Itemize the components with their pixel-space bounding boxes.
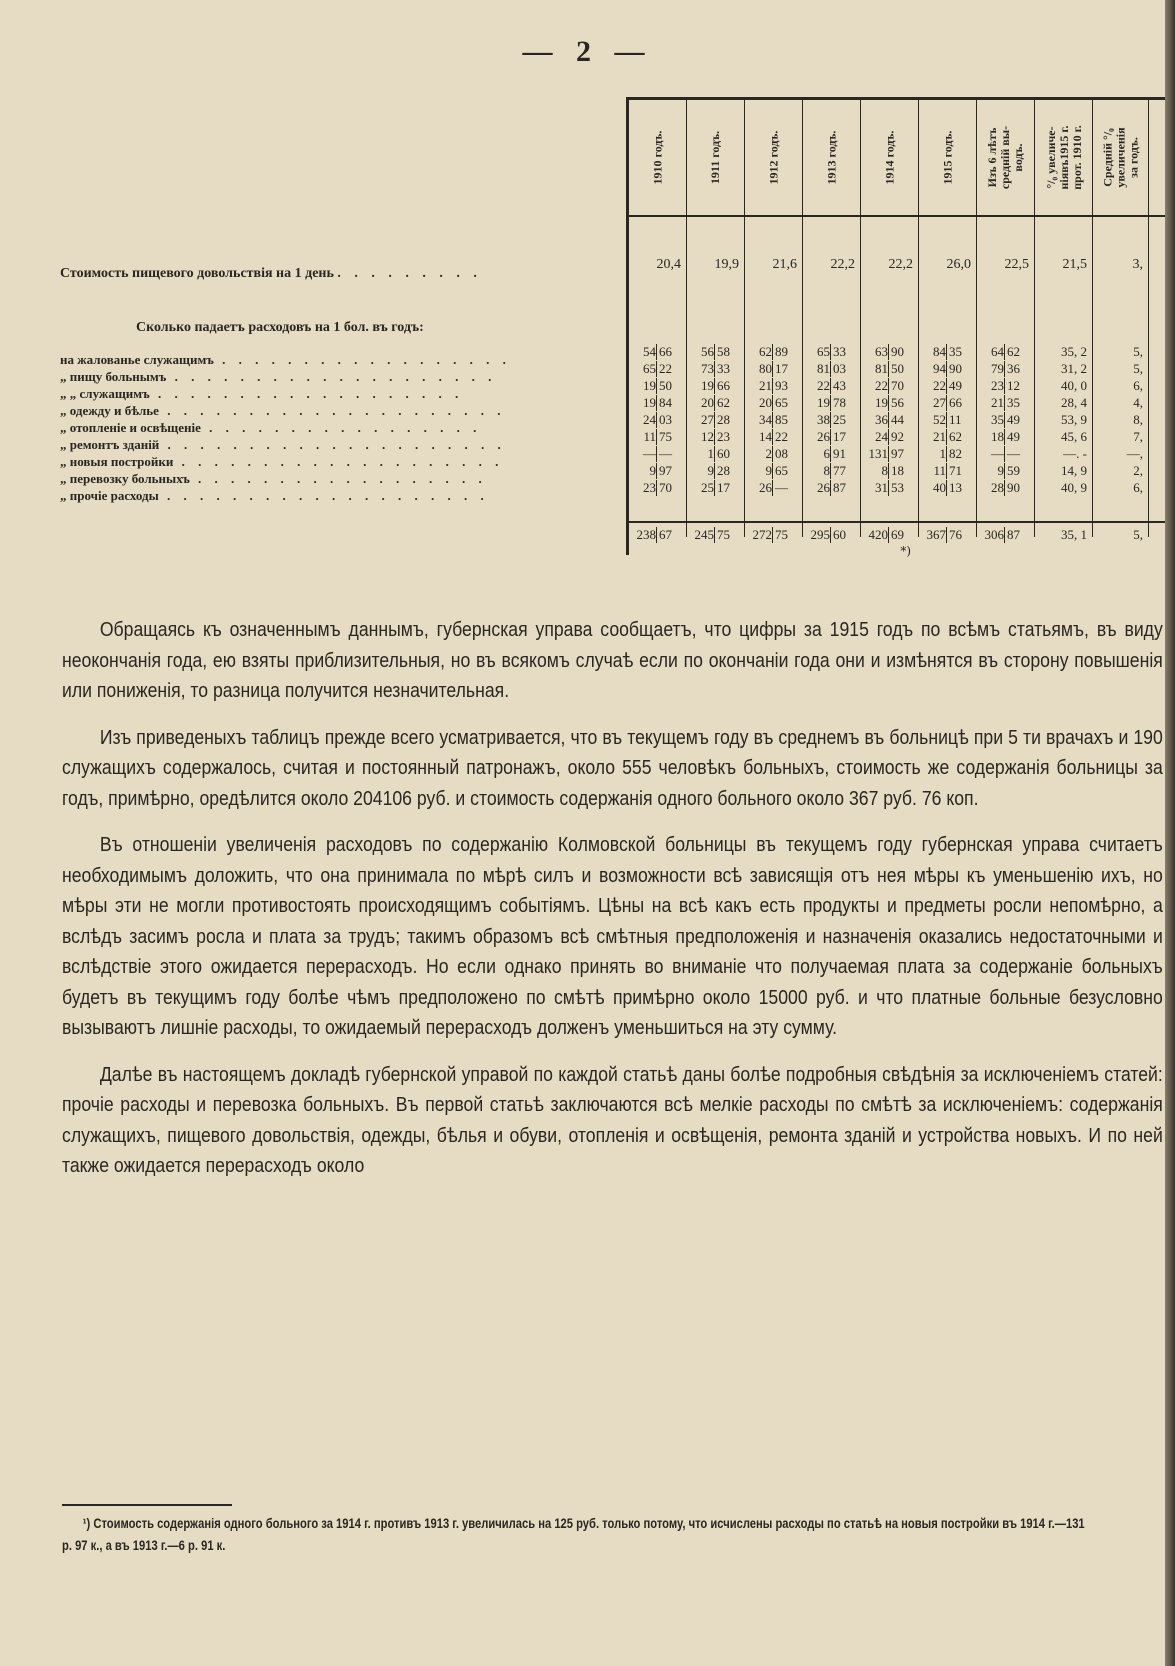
table-cell: 7, [1133, 429, 1143, 444]
paragraph: Изъ приведеныхъ таблицъ прежде всего усматривается, что въ текущемъ году въ среднемъ въ больницѣ при 5 ти врачахъ и 190 служащихъ содержалось, считая и постоянный патронажъ, около 555 человѣкъ больныхъ, стоимость же содержанія больницы за годъ, примѣрно, оредѣлится около 204106 руб. и стоимость содержанія одного больного около 367 руб. 76 коп. [62, 725, 1163, 810]
table-column [919, 97, 977, 567]
table-cell: 19 56 [860, 395, 913, 411]
daily-food-value: 3, [1132, 257, 1143, 272]
table-column [1035, 97, 1093, 567]
table-cell: 9 97 [628, 463, 681, 479]
daily-food-label: Стоимость пищевого довольствія на 1 день . . . . . . . . . [60, 266, 482, 281]
table-cell: 26 87 [802, 480, 855, 496]
footnote-marker: *) [900, 544, 911, 558]
table-cell: 24 03 [628, 412, 681, 428]
table-cell: 14 22 [744, 429, 797, 445]
table-subheading: Сколько падаетъ расходовъ на 1 бол. въ годъ: [136, 320, 424, 335]
table-cell: 9 28 [686, 463, 739, 479]
total-cell: 238 67 [622, 527, 681, 543]
table-cell: 8 18 [860, 463, 913, 479]
table-cell: 19 84 [628, 395, 681, 411]
table-cell: 1 82 [918, 446, 971, 462]
table-cell: 19 50 [628, 378, 681, 394]
table-cell: 5, [1133, 361, 1143, 376]
table-cell: 65 22 [628, 361, 681, 377]
table-cell: 12 23 [686, 429, 739, 445]
table-column [1093, 97, 1149, 567]
column-header: 1914 годъ. [882, 130, 897, 185]
table-cell: 94 90 [918, 361, 971, 377]
table-cell: 1 60 [686, 446, 739, 462]
table-cell: 26 17 [802, 429, 855, 445]
table-column [803, 97, 861, 567]
daily-food-value: 21,5 [1062, 257, 1087, 272]
table-cell: 35 49 [976, 412, 1029, 428]
table-cell: 81 03 [802, 361, 855, 377]
daily-food-value: 19,9 [714, 257, 739, 272]
table-cell: 2, [1133, 463, 1143, 478]
table-cell: 23 70 [628, 480, 681, 496]
row-label: на жалованье служащимъ . . . . . . . . . . . . . . . . . . [60, 352, 511, 367]
table-cell: 27 28 [686, 412, 739, 428]
table-column [687, 97, 745, 567]
daily-food-value: 22,2 [888, 257, 913, 272]
column-header: 1911 годъ. [708, 130, 723, 185]
table-cell: 23 12 [976, 378, 1029, 394]
table-cell: 27 66 [918, 395, 971, 411]
table-cell: — — [976, 446, 1029, 462]
table-cell: 11 71 [918, 463, 971, 479]
table-cell: 54 66 [628, 344, 681, 360]
total-cell: 295 60 [796, 527, 855, 543]
row-label: „ новыя постройки . . . . . . . . . . . . . . . . . . . . [60, 454, 504, 469]
table-cell: 24 92 [860, 429, 913, 445]
table-cell: 19 78 [802, 395, 855, 411]
table-cell: 21 35 [976, 395, 1029, 411]
footnote-rule [62, 1504, 232, 1506]
table-cell: 31 53 [860, 480, 913, 496]
total-cell: 367 76 [912, 527, 971, 543]
table-cell: 56 58 [686, 344, 739, 360]
table-cell: 11 75 [628, 429, 681, 445]
table-cell: 62 89 [744, 344, 797, 360]
table-cell: 4, [1133, 395, 1143, 410]
table-cell: 8, [1133, 412, 1143, 427]
column-header: Средній °/₀ увеличенія за годъ. [1100, 127, 1141, 188]
table-cell: 64 62 [976, 344, 1029, 360]
table-cell: 9 65 [744, 463, 797, 479]
column-header: °/₀ увеличе- ніявъ1915 г. прот. 1910 г. [1043, 125, 1084, 190]
table-cell: 80 17 [744, 361, 797, 377]
column-header: 1915 годъ. [940, 130, 955, 185]
total-cell: 245 75 [680, 527, 739, 543]
table-cell: 19 66 [686, 378, 739, 394]
table-cell: 20 65 [744, 395, 797, 411]
table-cell: 81 50 [860, 361, 913, 377]
column-header: 1912 годъ. [766, 130, 781, 185]
column-header: 1910 годъ. [650, 130, 665, 185]
table-cell: 26 — [744, 480, 797, 496]
table-cell: 2 08 [744, 446, 797, 462]
total-cell: 306 87 [970, 527, 1029, 543]
table-cell: 65 33 [802, 344, 855, 360]
table-cell: 79 36 [976, 361, 1029, 377]
table-column [861, 97, 919, 567]
column-header: 1913 годъ. [824, 130, 839, 185]
row-label: „ перевозку больныхъ . . . . . . . . . . . . . . . . . . [60, 471, 487, 486]
table-cell: —. - [1063, 446, 1087, 461]
daily-food-value: 26,0 [946, 257, 971, 272]
expense-table [626, 97, 1166, 567]
table-cell: 36 44 [860, 412, 913, 428]
table-cell: 34 85 [744, 412, 797, 428]
row-label: „ ремонтъ зданій . . . . . . . . . . . . . . . . . . . . . [60, 437, 506, 452]
row-label: „ пищу больнымъ . . . . . . . . . . . . . . . . . . . . [60, 369, 497, 384]
table-cell: 38 25 [802, 412, 855, 428]
total-cell: 35, 1 [1061, 527, 1087, 542]
table-cell: 14, 9 [1061, 463, 1087, 478]
footnote: ¹) Стоимость содержанія одного больного за 1914 г. противъ 1913 г. увеличилась на 125 руб. только потому, что исчислены расходы по статьѣ на новыя постройки въ 1914 г.—131 р. 97 к., а въ 1913 г.—6 р. 91 к. [62, 1515, 1085, 1553]
row-label: „ „ служащимъ . . . . . . . . . . . . . . . . . . . [60, 386, 464, 401]
table-cell: 22 49 [918, 378, 971, 394]
table-cell: 40, 0 [1061, 378, 1087, 393]
table-cell: 22 70 [860, 378, 913, 394]
daily-food-value: 22,2 [830, 257, 855, 272]
column-header: Изъ 6 лѣтъ средній вы- водъ. [985, 125, 1026, 190]
table-cell: 35, 2 [1061, 344, 1087, 359]
total-cell: 272 75 [738, 527, 797, 543]
table-cell: 6 91 [802, 446, 855, 462]
table-cell: 25 17 [686, 480, 739, 496]
page-number: — 2 — [522, 35, 653, 68]
table-cell: 18 49 [976, 429, 1029, 445]
row-label: „ одежду и бѣлье . . . . . . . . . . . . . . . . . . . . . [60, 403, 506, 418]
paragraph: Въ отношеніи увеличенія расходовъ по содержанію Колмовской больницы въ текущемъ году губернская управа считаетъ необходимымъ доложить, что она принимала по мѣрѣ силъ и возможности всѣ зависящія отъ нея мѣры къ уменьшенію ихъ, но мѣры эти не могли противостоять происходящимъ событіямъ. Цѣны на всѣ какъ есть продукты и предметы росли непомѣрно, а вслѣдъ засимъ росла и плата за трудъ; такимъ образомъ всѣ смѣтныя предположенія и назначенія оказались недостаточными и вслѣдствіе этого ожидается перерасходъ. Но если однако принять во вниманіе что получаемая плата за содержаніе больныхъ будетъ въ текущимъ году болѣе чѣмъ предположено по смѣтѣ примѣрно около 15000 руб. и что платные больные безусловно вызываютъ лишніе расходы, то ожидаемый перерасходъ долженъ уменьшиться на эту сумму. [62, 833, 1163, 1039]
table-cell: 31, 2 [1061, 361, 1087, 376]
table-cell: —, [1126, 446, 1143, 461]
table-cell: 6, [1133, 480, 1143, 495]
table-cell: 84 35 [918, 344, 971, 360]
table-cell: 53, 9 [1061, 412, 1087, 427]
table-cell: 63 90 [860, 344, 913, 360]
row-label: „ прочіе расходы . . . . . . . . . . . . . . . . . . . . [60, 488, 489, 503]
table-cell: 28 90 [976, 480, 1029, 496]
daily-food-value: 20,4 [656, 257, 681, 272]
table-cell: 40 13 [918, 480, 971, 496]
table-cell: 22 43 [802, 378, 855, 394]
table-cell: 131 97 [860, 446, 913, 462]
table-cell: 6, [1133, 378, 1143, 393]
table-cell: 40, 9 [1061, 480, 1087, 495]
total-cell: 5, [1133, 527, 1143, 542]
table-column [629, 97, 687, 567]
table-cell: 5, [1133, 344, 1143, 359]
table-cell: 20 62 [686, 395, 739, 411]
daily-food-value: 21,6 [772, 257, 797, 272]
table-cell: 52 11 [918, 412, 971, 428]
paragraph: Обращаясь къ означеннымъ даннымъ, губернская управа сообщаетъ, что цифры за 1915 годъ по всѣмъ статьямъ, въ виду неокончанія года, ею взяты приблизительныя, но въ всякомъ случаѣ если по окончаніи года они и измѣнятся въ сторону повышенія или пониженія, то разница получится незначительная. [62, 618, 1163, 702]
table-column [977, 97, 1035, 567]
table-cell: 9 59 [976, 463, 1029, 479]
table-cell: 8 77 [802, 463, 855, 479]
table-cell: 73 33 [686, 361, 739, 377]
body-text [62, 615, 1167, 1198]
paragraph: Далѣе въ настоящемъ докладѣ губернской управой по каждой статьѣ даны болѣе подробныя свѣдѣнія за исключеніемъ статей: прочіе расходы и перевозка больныхъ. Въ первой статьѣ заключаются всѣ мелкіе расходы по смѣтѣ за исключеніемъ: содержанія служащихъ, пищевого довольствія, одежды, бѣлья и обуви, отопленія и освѣщенія, ремонта зданій и устройства новыхъ. И по ней также ожидается перерасходъ около [62, 1062, 1163, 1177]
table-column [745, 97, 803, 567]
row-label: „ отопленіе и освѣщеніе . . . . . . . . . . . . . . . . . [60, 420, 482, 435]
total-cell: 420 69 [854, 527, 913, 543]
table-cell: 21 93 [744, 378, 797, 394]
book-spine-shadow [1165, 0, 1175, 1666]
table-cell: 28, 4 [1061, 395, 1087, 410]
table-cell: 21 62 [918, 429, 971, 445]
table-cell: 45, 6 [1061, 429, 1087, 444]
daily-food-value: 22,5 [1004, 257, 1029, 272]
table-cell: — — [628, 446, 681, 462]
